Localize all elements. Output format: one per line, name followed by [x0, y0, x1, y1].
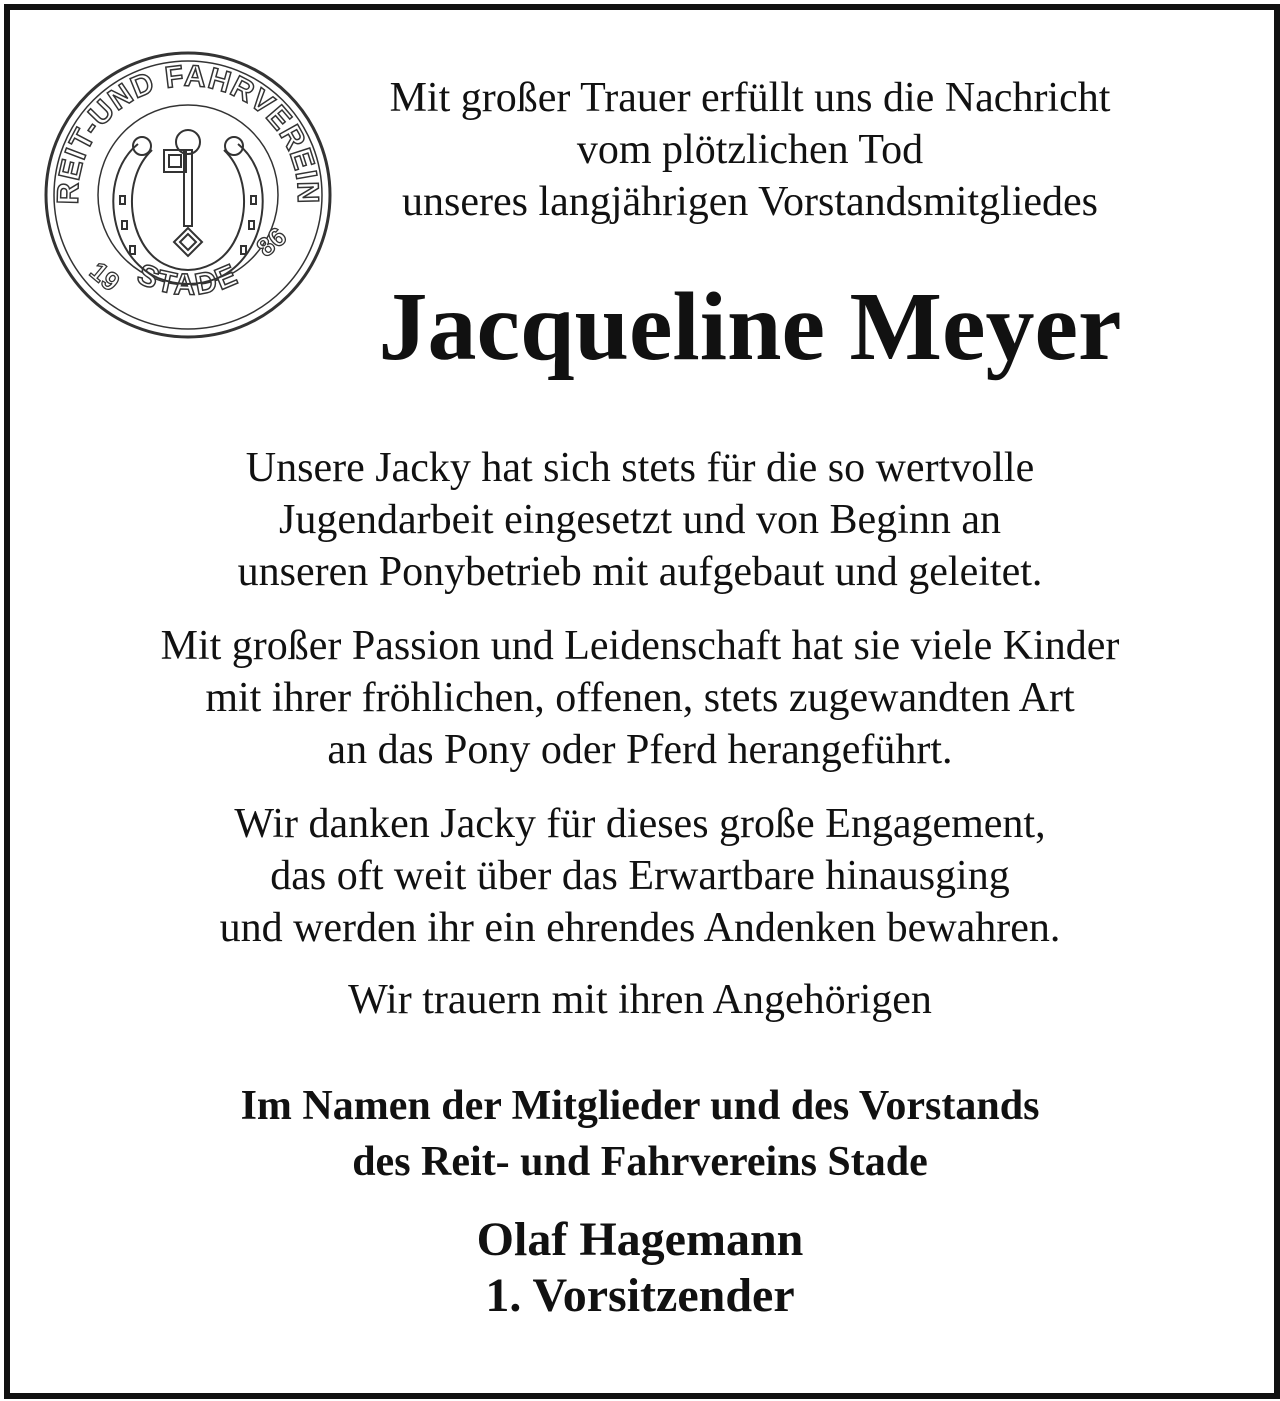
on-behalf-line: Im Namen der Mitglieder und des Vorstands [240, 1083, 1040, 1129]
on-behalf-line: des Reit- und Fahrvereins Stade [352, 1139, 928, 1185]
seal-year-right: 86 [250, 221, 293, 263]
signer-block [0, 1212, 1280, 1324]
horseshoe-icon [113, 137, 262, 284]
signer-title: 1. Vorsitzender [485, 1269, 795, 1322]
intro-line: unseres langjährigen Vorstandsmitgliedes [402, 179, 1098, 225]
intro-line: vom plötzlichen Tod [576, 127, 924, 173]
on-behalf-block [0, 1078, 1280, 1190]
seal-year-left: 19 [84, 255, 126, 298]
paragraph-line: Mit großer Passion und Leidenschaft hat sie viele Kinder [160, 623, 1120, 669]
tribute-paragraph [0, 620, 1280, 776]
paragraph-line: an das Pony oder Pferd herangeführt. [327, 727, 953, 773]
deceased-name: Jacqueline Meyer [378, 273, 1122, 381]
paragraph-line: mit ihrer fröhlichen, offenen, stets zugewandten Art [205, 675, 1075, 721]
intro-line: Mit großer Trauer erfüllt uns die Nachricht [389, 75, 1111, 121]
club-seal-icon [38, 46, 338, 344]
paragraph-line: Wir trauern mit ihren Angehörigen [348, 977, 932, 1023]
seal-text-bottom: STADE [132, 257, 244, 302]
seal-text-top: REIT-UND FAHRVEREIN [51, 59, 325, 205]
intro-text [340, 72, 1160, 228]
paragraph-line: das oft weit über das Erwartbare hinausging [270, 853, 1010, 899]
paragraph-line: Unsere Jacky hat sich stets für die so wertvolle [245, 445, 1035, 491]
signer-name: Olaf Hagemann [476, 1213, 804, 1266]
paragraph-line: Jugendarbeit eingesetzt und von Beginn an [279, 497, 1001, 543]
key-icon [164, 130, 202, 256]
tribute-paragraph [0, 798, 1280, 954]
mourning-line [0, 974, 1280, 1026]
tribute-paragraph [0, 442, 1280, 598]
paragraph-line: unseren Ponybetrieb mit aufgebaut und geleitet. [237, 549, 1043, 595]
paragraph-line: Wir danken Jacky für dieses große Engagement, [234, 801, 1046, 847]
paragraph-line: und werden ihr ein ehrendes Andenken bewahren. [219, 905, 1061, 951]
